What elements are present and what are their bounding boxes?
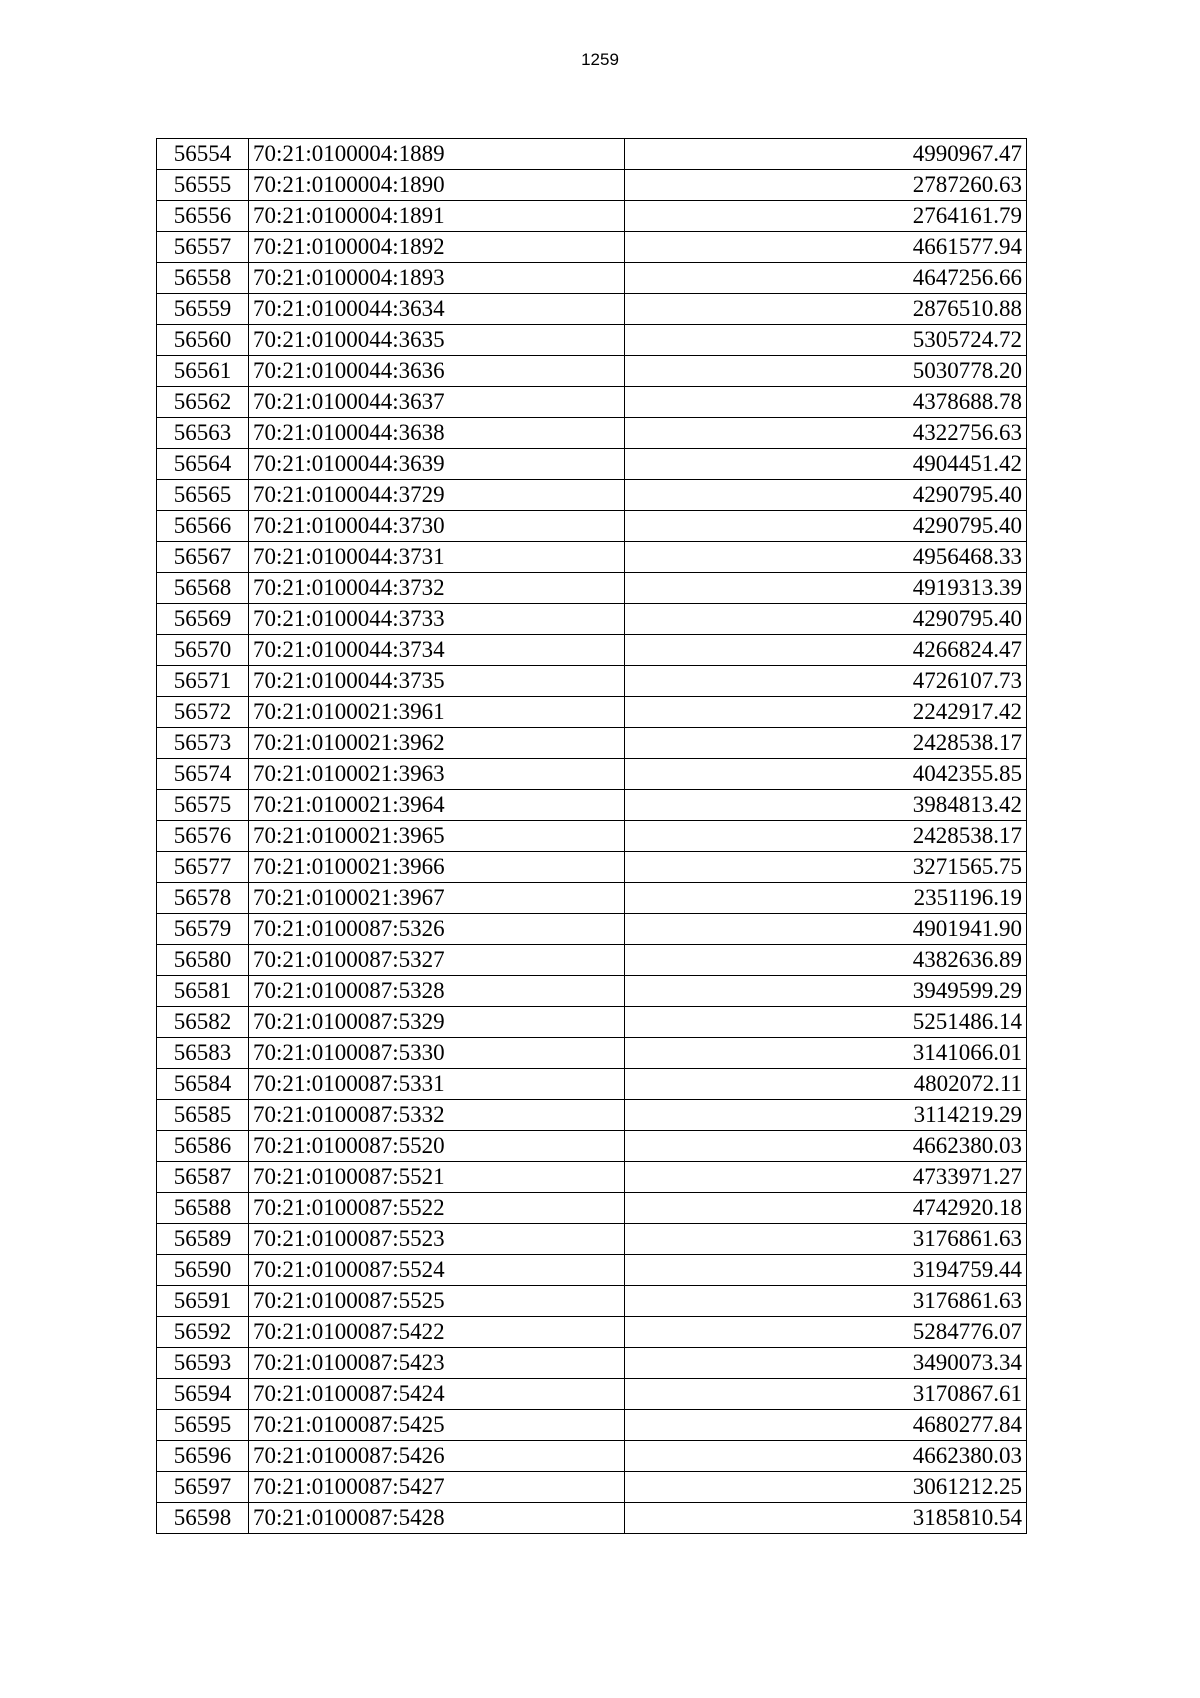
cadastral-number-cell: 70:21:0100087:5523 [249, 1224, 625, 1255]
cadastral-number-cell: 70:21:0100021:3963 [249, 759, 625, 790]
cadastral-number-cell: 70:21:0100021:3965 [249, 821, 625, 852]
table-row [157, 201, 1027, 232]
table-row [157, 294, 1027, 325]
row-number-cell: 56554 [157, 139, 249, 170]
cadastral-number-cell: 70:21:0100044:3730 [249, 511, 625, 542]
row-number-cell: 56555 [157, 170, 249, 201]
table-row [157, 852, 1027, 883]
row-number-cell: 56568 [157, 573, 249, 604]
table-row [157, 945, 1027, 976]
table-row [157, 976, 1027, 1007]
cadastral-number-cell: 70:21:0100044:3733 [249, 604, 625, 635]
table-row [157, 325, 1027, 356]
row-number-cell: 56565 [157, 480, 249, 511]
row-number-cell: 56567 [157, 542, 249, 573]
table-row [157, 1131, 1027, 1162]
table-row [157, 1007, 1027, 1038]
table-row [157, 542, 1027, 573]
cadastral-value-cell: 4042355.85 [625, 759, 1027, 790]
cadastral-number-cell: 70:21:0100087:5522 [249, 1193, 625, 1224]
cadastral-value-cell: 5251486.14 [625, 1007, 1027, 1038]
cadastral-value-cell: 3271565.75 [625, 852, 1027, 883]
row-number-cell: 56593 [157, 1348, 249, 1379]
row-number-cell: 56570 [157, 635, 249, 666]
cadastral-value-cell: 4290795.40 [625, 604, 1027, 635]
row-number-cell: 56587 [157, 1162, 249, 1193]
table-row [157, 666, 1027, 697]
row-number-cell: 56588 [157, 1193, 249, 1224]
row-number-cell: 56559 [157, 294, 249, 325]
cadastral-value-cell: 5284776.07 [625, 1317, 1027, 1348]
cadastral-number-cell: 70:21:0100087:5330 [249, 1038, 625, 1069]
row-number-cell: 56571 [157, 666, 249, 697]
table-row [157, 1410, 1027, 1441]
row-number-cell: 56564 [157, 449, 249, 480]
cadastral-value-cell: 3141066.01 [625, 1038, 1027, 1069]
cadastral-value-cell: 3170867.61 [625, 1379, 1027, 1410]
table-row [157, 914, 1027, 945]
table-row [157, 728, 1027, 759]
table-row [157, 790, 1027, 821]
cadastral-number-cell: 70:21:0100044:3639 [249, 449, 625, 480]
cadastral-value-cell: 3490073.34 [625, 1348, 1027, 1379]
cadastral-value-cell: 4742920.18 [625, 1193, 1027, 1224]
cadastral-number-cell: 70:21:0100044:3731 [249, 542, 625, 573]
cadastral-value-cell: 3176861.63 [625, 1224, 1027, 1255]
cadastral-number-cell: 70:21:0100087:5424 [249, 1379, 625, 1410]
row-number-cell: 56566 [157, 511, 249, 542]
row-number-cell: 56560 [157, 325, 249, 356]
row-number-cell: 56594 [157, 1379, 249, 1410]
cadastral-number-cell: 70:21:0100021:3962 [249, 728, 625, 759]
row-number-cell: 56558 [157, 263, 249, 294]
cadastral-value-cell: 3176861.63 [625, 1286, 1027, 1317]
cadastral-value-cell: 5305724.72 [625, 325, 1027, 356]
row-number-cell: 56561 [157, 356, 249, 387]
table-row [157, 1038, 1027, 1069]
row-number-cell: 56580 [157, 945, 249, 976]
table-row [157, 1503, 1027, 1534]
table-row [157, 480, 1027, 511]
cadastral-number-cell: 70:21:0100004:1890 [249, 170, 625, 201]
table-row [157, 1255, 1027, 1286]
table-row [157, 449, 1027, 480]
table-row [157, 1100, 1027, 1131]
cadastral-number-cell: 70:21:0100004:1893 [249, 263, 625, 294]
cadastral-number-cell: 70:21:0100044:3734 [249, 635, 625, 666]
cadastral-number-cell: 70:21:0100087:5525 [249, 1286, 625, 1317]
row-number-cell: 56581 [157, 976, 249, 1007]
cadastral-value-cell: 4647256.66 [625, 263, 1027, 294]
row-number-cell: 56592 [157, 1317, 249, 1348]
table-row [157, 635, 1027, 666]
cadastral-number-cell: 70:21:0100087:5426 [249, 1441, 625, 1472]
table-row [157, 821, 1027, 852]
cadastral-value-cell: 3984813.42 [625, 790, 1027, 821]
cadastral-value-table [156, 138, 1027, 1534]
row-number-cell: 56596 [157, 1441, 249, 1472]
cadastral-number-cell: 70:21:0100044:3729 [249, 480, 625, 511]
cadastral-number-cell: 70:21:0100087:5328 [249, 976, 625, 1007]
table-row [157, 1472, 1027, 1503]
cadastral-number-cell: 70:21:0100044:3735 [249, 666, 625, 697]
cadastral-value-cell: 4726107.73 [625, 666, 1027, 697]
cadastral-value-cell: 4661577.94 [625, 232, 1027, 263]
cadastral-number-cell: 70:21:0100087:5327 [249, 945, 625, 976]
cadastral-number-cell: 70:21:0100004:1889 [249, 139, 625, 170]
cadastral-number-cell: 70:21:0100021:3964 [249, 790, 625, 821]
cadastral-value-cell: 3949599.29 [625, 976, 1027, 1007]
cadastral-number-cell: 70:21:0100087:5428 [249, 1503, 625, 1534]
table-row [157, 1286, 1027, 1317]
cadastral-number-cell: 70:21:0100087:5422 [249, 1317, 625, 1348]
row-number-cell: 56585 [157, 1100, 249, 1131]
table-row [157, 759, 1027, 790]
page-number: 1259 [581, 50, 619, 69]
table-row [157, 232, 1027, 263]
cadastral-value-cell: 4901941.90 [625, 914, 1027, 945]
row-number-cell: 56562 [157, 387, 249, 418]
row-number-cell: 56579 [157, 914, 249, 945]
cadastral-number-cell: 70:21:0100087:5331 [249, 1069, 625, 1100]
table-row [157, 883, 1027, 914]
cadastral-value-cell: 4919313.39 [625, 573, 1027, 604]
cadastral-number-cell: 70:21:0100087:5332 [249, 1100, 625, 1131]
cadastral-value-cell: 4662380.03 [625, 1441, 1027, 1472]
cadastral-number-cell: 70:21:0100044:3637 [249, 387, 625, 418]
table-row [157, 604, 1027, 635]
table-row [157, 1379, 1027, 1410]
cadastral-value-cell: 2428538.17 [625, 728, 1027, 759]
cadastral-value-cell: 4378688.78 [625, 387, 1027, 418]
row-number-cell: 56590 [157, 1255, 249, 1286]
cadastral-number-cell: 70:21:0100044:3638 [249, 418, 625, 449]
cadastral-value-cell: 4662380.03 [625, 1131, 1027, 1162]
row-number-cell: 56578 [157, 883, 249, 914]
cadastral-value-cell: 4322756.63 [625, 418, 1027, 449]
cadastral-number-cell: 70:21:0100087:5521 [249, 1162, 625, 1193]
table-row [157, 387, 1027, 418]
table-row [157, 356, 1027, 387]
cadastral-value-cell: 5030778.20 [625, 356, 1027, 387]
cadastral-value-cell: 4680277.84 [625, 1410, 1027, 1441]
row-number-cell: 56572 [157, 697, 249, 728]
cadastral-number-cell: 70:21:0100044:3635 [249, 325, 625, 356]
row-number-cell: 56573 [157, 728, 249, 759]
cadastral-value-cell: 4290795.40 [625, 480, 1027, 511]
cadastral-value-cell: 4802072.11 [625, 1069, 1027, 1100]
cadastral-value-cell: 4956468.33 [625, 542, 1027, 573]
cadastral-value-cell: 2787260.63 [625, 170, 1027, 201]
row-number-cell: 56574 [157, 759, 249, 790]
table-row [157, 418, 1027, 449]
table-row [157, 1193, 1027, 1224]
table-row [157, 573, 1027, 604]
row-number-cell: 56556 [157, 201, 249, 232]
table-row [157, 697, 1027, 728]
cadastral-number-cell: 70:21:0100021:3966 [249, 852, 625, 883]
cadastral-number-cell: 70:21:0100087:5524 [249, 1255, 625, 1286]
cadastral-value-cell: 2242917.42 [625, 697, 1027, 728]
row-number-cell: 56591 [157, 1286, 249, 1317]
row-number-cell: 56575 [157, 790, 249, 821]
cadastral-number-cell: 70:21:0100087:5427 [249, 1472, 625, 1503]
table-body [157, 139, 1027, 1534]
cadastral-value-cell: 3185810.54 [625, 1503, 1027, 1534]
cadastral-value-cell: 3114219.29 [625, 1100, 1027, 1131]
row-number-cell: 56595 [157, 1410, 249, 1441]
cadastral-value-cell: 4290795.40 [625, 511, 1027, 542]
cadastral-value-cell: 3194759.44 [625, 1255, 1027, 1286]
cadastral-number-cell: 70:21:0100087:5520 [249, 1131, 625, 1162]
cadastral-value-cell: 4382636.89 [625, 945, 1027, 976]
row-number-cell: 56557 [157, 232, 249, 263]
cadastral-value-cell: 4990967.47 [625, 139, 1027, 170]
row-number-cell: 56597 [157, 1472, 249, 1503]
row-number-cell: 56569 [157, 604, 249, 635]
table-row [157, 139, 1027, 170]
row-number-cell: 56563 [157, 418, 249, 449]
table-row [157, 1162, 1027, 1193]
row-number-cell: 56577 [157, 852, 249, 883]
cadastral-value-cell: 2428538.17 [625, 821, 1027, 852]
cadastral-number-cell: 70:21:0100004:1892 [249, 232, 625, 263]
row-number-cell: 56584 [157, 1069, 249, 1100]
cadastral-value-cell: 3061212.25 [625, 1472, 1027, 1503]
row-number-cell: 56583 [157, 1038, 249, 1069]
table-row [157, 511, 1027, 542]
table-row [157, 1441, 1027, 1472]
row-number-cell: 56582 [157, 1007, 249, 1038]
cadastral-number-cell: 70:21:0100044:3636 [249, 356, 625, 387]
cadastral-number-cell: 70:21:0100087:5423 [249, 1348, 625, 1379]
table-row [157, 1069, 1027, 1100]
cadastral-number-cell: 70:21:0100087:5326 [249, 914, 625, 945]
table-row [157, 1317, 1027, 1348]
row-number-cell: 56576 [157, 821, 249, 852]
cadastral-value-cell: 4733971.27 [625, 1162, 1027, 1193]
cadastral-number-cell: 70:21:0100021:3967 [249, 883, 625, 914]
cadastral-number-cell: 70:21:0100087:5425 [249, 1410, 625, 1441]
table-row [157, 263, 1027, 294]
cadastral-value-cell: 4904451.42 [625, 449, 1027, 480]
cadastral-value-cell: 2351196.19 [625, 883, 1027, 914]
cadastral-number-cell: 70:21:0100044:3634 [249, 294, 625, 325]
row-number-cell: 56589 [157, 1224, 249, 1255]
cadastral-number-cell: 70:21:0100004:1891 [249, 201, 625, 232]
cadastral-value-cell: 4266824.47 [625, 635, 1027, 666]
table-row [157, 1348, 1027, 1379]
row-number-cell: 56586 [157, 1131, 249, 1162]
cadastral-number-cell: 70:21:0100021:3961 [249, 697, 625, 728]
row-number-cell: 56598 [157, 1503, 249, 1534]
table-row [157, 170, 1027, 201]
cadastral-value-cell: 2764161.79 [625, 201, 1027, 232]
cadastral-number-cell: 70:21:0100087:5329 [249, 1007, 625, 1038]
cadastral-number-cell: 70:21:0100044:3732 [249, 573, 625, 604]
cadastral-value-cell: 2876510.88 [625, 294, 1027, 325]
table-row [157, 1224, 1027, 1255]
